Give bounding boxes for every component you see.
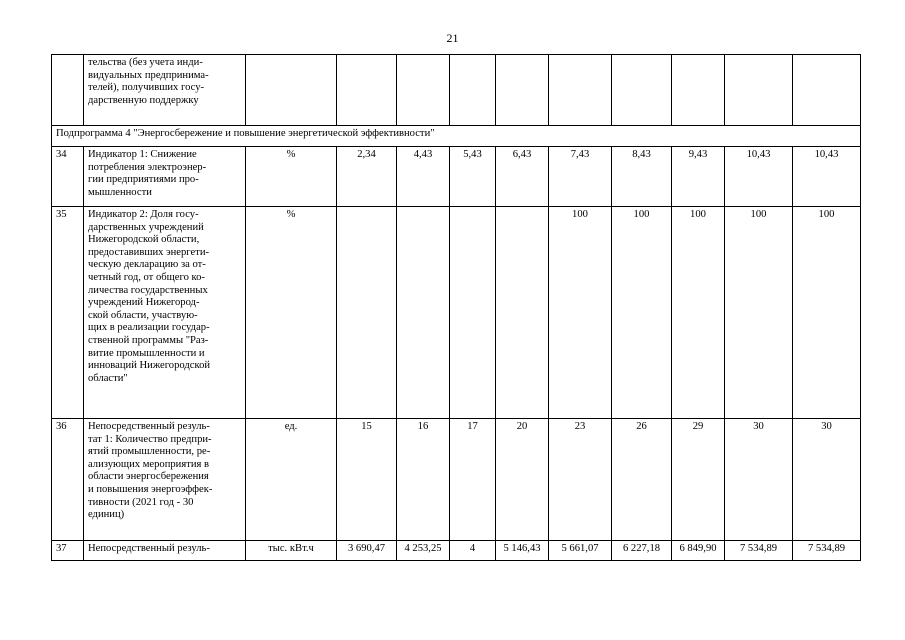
value-cell: 17 [450, 419, 496, 541]
unit-cell [246, 55, 337, 126]
table-row [52, 541, 861, 561]
value-cell [397, 55, 450, 126]
value-cell [672, 55, 725, 126]
value-cell: 3 690,47 [337, 541, 397, 561]
table-row [52, 207, 861, 419]
value-cell: 5 661,07 [549, 541, 612, 561]
page-number: 21 [446, 31, 459, 45]
value-cell: 5,43 [450, 147, 496, 207]
value-cell: 7 534,89 [725, 541, 793, 561]
value-cell: 9,43 [672, 147, 725, 207]
unit-cell: % [246, 147, 337, 207]
value-cell [450, 55, 496, 126]
value-cell [450, 207, 496, 419]
unit-cell: ед. [246, 419, 337, 541]
value-cell [337, 207, 397, 419]
value-cell [337, 55, 397, 126]
indicators-table [51, 54, 861, 561]
value-cell: 10,43 [725, 147, 793, 207]
value-cell [725, 55, 793, 126]
value-cell: 16 [397, 419, 450, 541]
value-cell [549, 55, 612, 126]
value-cell: 30 [725, 419, 793, 541]
value-cell: 20 [496, 419, 549, 541]
value-cell [496, 207, 549, 419]
row-number-cell: 36 [52, 419, 84, 541]
section-title: Подпрограмма 4 "Энергосбережение и повышение энергетической эффективности" [52, 126, 861, 147]
value-cell: 7,43 [549, 147, 612, 207]
value-cell: 100 [612, 207, 672, 419]
value-cell: 6 227,18 [612, 541, 672, 561]
row-number-cell [52, 55, 84, 126]
unit-cell: тыс. кВт.ч [246, 541, 337, 561]
value-cell [793, 55, 861, 126]
value-cell: 5 146,43 [496, 541, 549, 561]
row-number-cell: 35 [52, 207, 84, 419]
unit-cell: % [246, 207, 337, 419]
value-cell: 100 [672, 207, 725, 419]
value-cell [612, 55, 672, 126]
table-row [52, 419, 861, 541]
row-description-cell: тельства (без учета инди- видуальных предпринима- телей), получивших госу- дарственную поддержку [84, 55, 246, 126]
value-cell: 8,43 [612, 147, 672, 207]
value-cell: 26 [612, 419, 672, 541]
row-description-cell: Индикатор 2: Доля госу- дарственных учреждений Нижегородской области, предоставивших энергети- ческую декларацию за от- четный год, от общего ко- личества государственных учреждений Нижегород- ской области, участвую- щих в реализации государ- ственной программы "Раз- витие промышленности и инноваций Нижегородской области" [84, 207, 246, 419]
value-cell [397, 207, 450, 419]
value-cell: 15 [337, 419, 397, 541]
value-cell: 100 [549, 207, 612, 419]
value-cell: 2,34 [337, 147, 397, 207]
row-description-cell: Непосредственный резуль- [84, 541, 246, 561]
row-description-cell: Непосредственный резуль- тат 1: Количество предпри- ятий промышленности, ре- ализующих мероприятия в области энергосбережения и повышения энергоэффек- тивности (2021 год - 30 единиц) [84, 419, 246, 541]
row-number-cell: 34 [52, 147, 84, 207]
value-cell: 6,43 [496, 147, 549, 207]
value-cell: 7 534,89 [793, 541, 861, 561]
value-cell: 100 [793, 207, 861, 419]
value-cell: 29 [672, 419, 725, 541]
value-cell: 4 253,25 [397, 541, 450, 561]
value-cell: 4,43 [397, 147, 450, 207]
value-cell: 10,43 [793, 147, 861, 207]
value-cell [496, 55, 549, 126]
value-cell: 23 [549, 419, 612, 541]
table-row-continued [52, 55, 861, 126]
section-row [52, 126, 861, 147]
table-row [52, 147, 861, 207]
value-cell: 100 [725, 207, 793, 419]
value-cell: 6 849,90 [672, 541, 725, 561]
row-description-cell: Индикатор 1: Снижение потребления электроэнер- гии предприятиями про- мышленности [84, 147, 246, 207]
value-cell: 30 [793, 419, 861, 541]
value-cell: 4 [450, 541, 496, 561]
row-number-cell: 37 [52, 541, 84, 561]
